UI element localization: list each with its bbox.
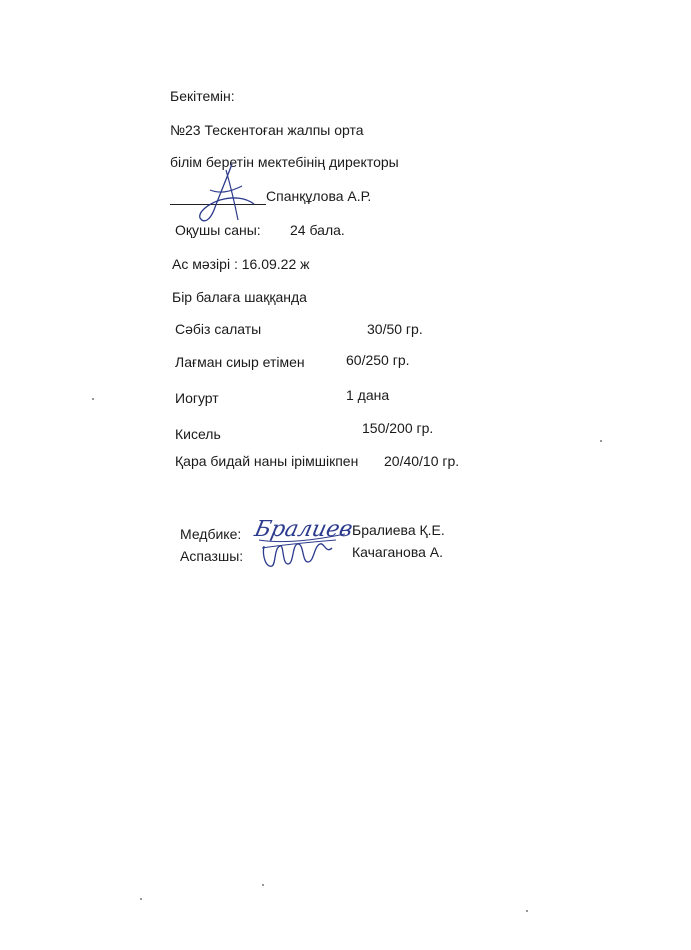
nurse-role: Медбике: xyxy=(180,526,242,542)
per-child-label: Бір балаға шаққанда xyxy=(172,289,307,305)
nurse-name: Бралиева Қ.Е. xyxy=(352,522,445,538)
cook-name: Качаганова А. xyxy=(352,544,443,560)
menu-item-name: Сәбіз салаты xyxy=(175,321,262,337)
cook-role: Аспазшы: xyxy=(180,548,244,564)
director-signature-icon xyxy=(190,160,270,230)
menu-item-amount: 20/40/10 гр. xyxy=(384,453,460,469)
students-value: 24 бала. xyxy=(290,222,345,238)
scan-speck xyxy=(92,398,94,400)
scan-speck xyxy=(600,440,602,442)
approval-title: Бекітемін: xyxy=(170,88,235,104)
menu-item-amount: 1 дана xyxy=(346,387,390,403)
director-name: Спанқұлова А.Р. xyxy=(266,188,372,204)
scan-speck xyxy=(526,910,528,912)
cook-signature-icon xyxy=(258,534,338,574)
school-line-2: білім беретін мектебінің директоры xyxy=(170,154,399,170)
scan-speck xyxy=(262,884,264,886)
menu-item-name: Иогурт xyxy=(175,390,219,406)
school-line-1: №23 Тескентоған жалпы орта xyxy=(170,122,364,138)
menu-date: Ас мәзірі : 16.09.22 ж xyxy=(172,256,310,272)
students-label: Оқушы саны: xyxy=(175,222,261,238)
menu-item-amount: 30/50 гр. xyxy=(367,321,423,337)
scan-speck xyxy=(140,898,142,900)
menu-item-name: Қара бидай наны ірімшікпен xyxy=(175,453,359,469)
svg-text:Бралиев: Бралиев xyxy=(252,516,355,542)
menu-item-name: Лағман сиыр етімен xyxy=(175,354,305,370)
menu-item-name: Кисель xyxy=(175,426,221,442)
menu-item-amount: 150/200 гр. xyxy=(362,420,434,436)
menu-item-amount: 60/250 гр. xyxy=(346,352,410,368)
